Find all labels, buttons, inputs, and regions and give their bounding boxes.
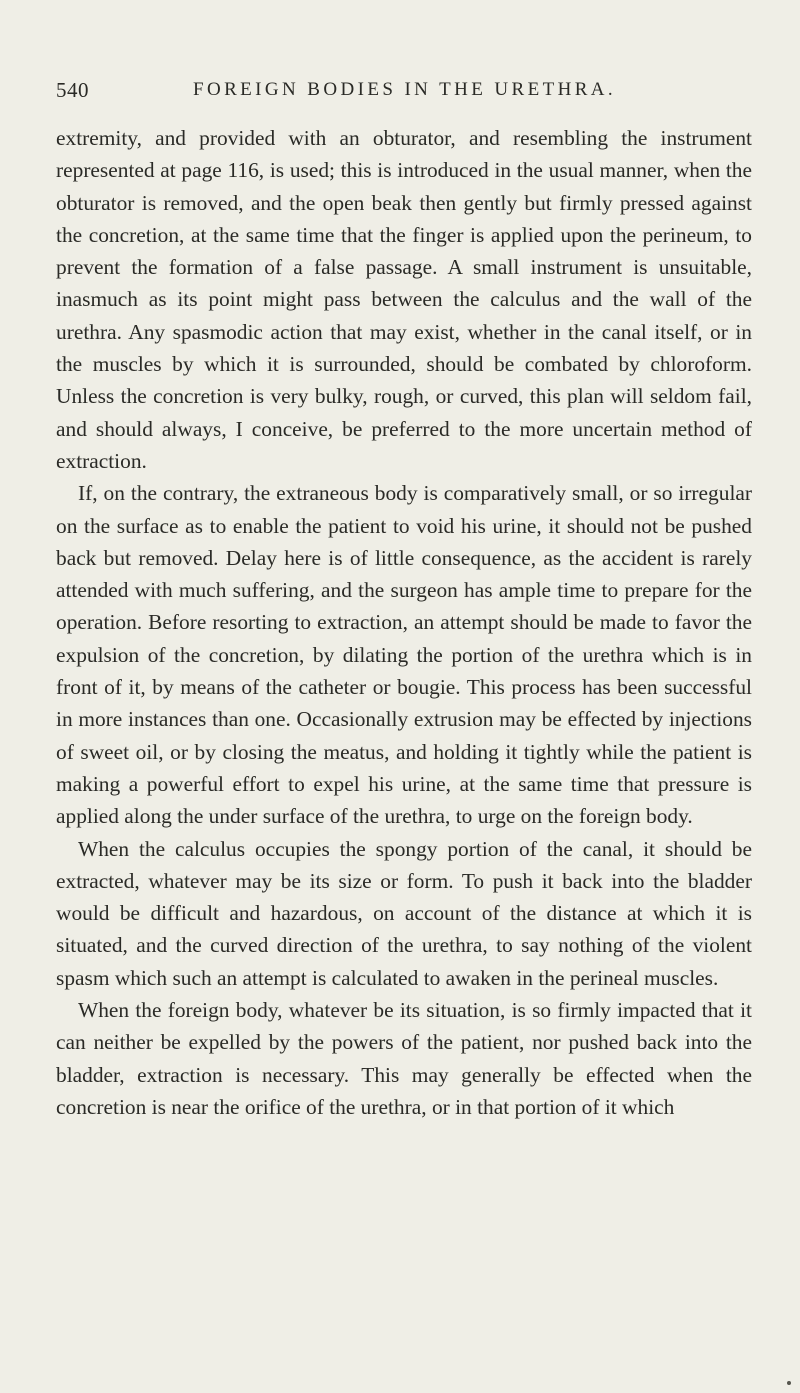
running-head: [56, 78, 756, 108]
paragraph-extraneous-body: If, on the contrary, the extraneous body is comparatively small, or so irregular on the surface as to enable the patient to void his urine, it should not be pushed back but removed. Delay here is of little consequence, as the accident is rarely attended with much suffering, and the surgeon has ample time to prepare for the operation. Before resorting to extraction, an attempt should be made to favor the expulsion of the concretion, by dilating the portion of the urethra which is in front of it, by means of the catheter or bougie. This process has been successful in more instances than one. Occasionally extrusion may be effected by injections of sweet oil, or by closing the meatus, and holding it tightly while the patient is making a powerful effort to expel his urine, at the same time that pressure is applied along the under surface of the urethra, to urge on the foreign body.: [56, 481, 752, 829]
paragraph-impacted-body: When the foreign body, whatever be its situation, is so firmly impacted that it can neither be expelled by the powers of the patient, nor pushed back into the bladder, extraction is necessary. This may generally be effected when the concretion is near the orifice of the urethra, or in that portion of it which: [56, 998, 752, 1119]
running-head-title: FOREIGN BODIES IN THE URETHRA.: [193, 79, 617, 100]
body-text: [56, 122, 752, 1123]
page-number: 540: [56, 78, 89, 102]
print-speck: [787, 1381, 791, 1385]
paragraph-continuation: extremity, and provided with an obturator, and resembling the instrument represented at page 116, is used; this is introduced in the usual manner, when the obturator is removed, and the open beak then gently but firmly pressed against the concretion, at the same time that the finger is applied upon the perineum, to prevent the formation of a false passage. A small instrument is unsuitable, inasmuch as its point might pass between the calculus and the wall of the urethra. Any spasmodic action that may exist, whether in the canal itself, or in the muscles by which it is surrounded, should be combated by chloroform. Unless the concretion is very bulky, rough, or curved, this plan will seldom fail, and should always, I conceive, be preferred to the more uncertain method of extraction.: [56, 126, 752, 473]
paragraph-spongy-portion: When the calculus occupies the spongy portion of the canal, it should be extracted, whatever may be its size or form. To push it back into the bladder would be difficult and hazardous, on account of the distance at which it is situated, and the curved direction of the urethra, to say nothing of the violent spasm which such an attempt is calculated to awaken in the perineal muscles.: [56, 836, 752, 990]
